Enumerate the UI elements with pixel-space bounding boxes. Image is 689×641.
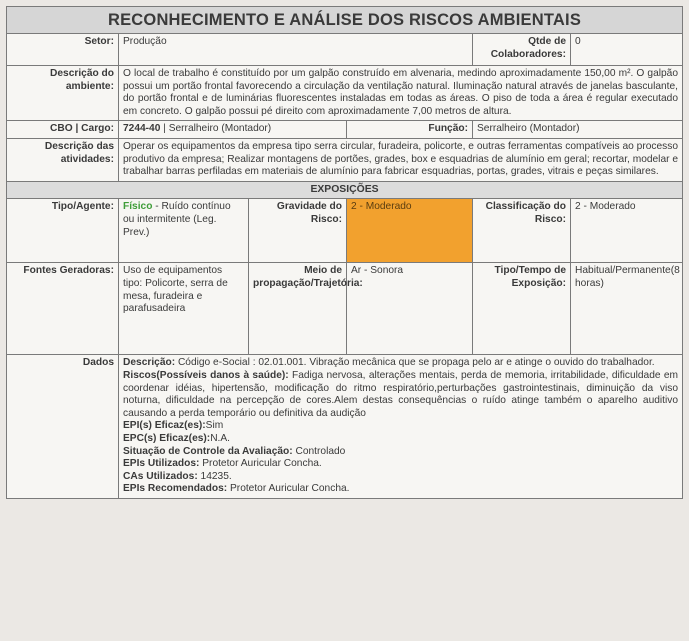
- situacao-label: Situação de Controle da Avaliação:: [123, 445, 293, 457]
- dados-situacao: [123, 446, 678, 459]
- epi-eficaz-value: Sim: [205, 420, 224, 432]
- dados-epis-recomendados: [123, 483, 678, 496]
- fontes-label: Fontes Geradoras:: [7, 263, 119, 355]
- tipo-agente-value: [119, 199, 249, 263]
- risk-form-table: [6, 6, 683, 499]
- fisico-tag: Físico: [123, 201, 153, 213]
- fontes-value: Uso de equipamentos tipo: Policorte, serra de mesa, furadeira e parafusadeira: [119, 263, 249, 355]
- meio-label: Meio de propagação/Trajetória:: [249, 263, 347, 355]
- gravidade-value: 2 - Moderado: [347, 199, 473, 263]
- dados-cas: [123, 471, 678, 484]
- cbo-label: CBO | Cargo:: [7, 121, 119, 139]
- cbo-separator: |: [160, 123, 169, 135]
- tipo-agente-label: Tipo/Agente:: [7, 199, 119, 263]
- cbo-value: [119, 121, 347, 139]
- epc-eficaz-value: N.A.: [210, 432, 231, 444]
- tempo-label: Tipo/Tempo de Exposição:: [473, 263, 571, 355]
- cbo-cargo: Serralheiro (Montador): [168, 123, 272, 135]
- situacao-value: Controlado: [292, 445, 346, 457]
- atividades-value: Operar os equipamentos da empresa tipo serra circular, furadeira, policorte, e outras ferramentas compatíveis ao processo produtivo da empresa; Realizar montagens de portões, grades, box e esquadrias de alumínio em geral; recortar, modelar e trabalhar barras perfiladas em materiais de alumínio para fabricar esquadrias, portas, grades, vitrais e peças similares.: [119, 138, 683, 181]
- dados-epis-utilizados: [123, 458, 678, 471]
- dados-label: Dados: [7, 355, 119, 499]
- dados-content: [119, 355, 683, 499]
- setor-value: Produção: [119, 34, 473, 66]
- qtde-label: Qtde de Colaboradores:: [473, 34, 571, 66]
- tempo-value: Habitual/Permanente(8 horas): [571, 263, 683, 355]
- ambiente-value: O local de trabalho é constituído por um galpão construído em alvenaria, medindo aproximadamente 150,00 m². O galpão possui um portão frontal favorecendo a circulação da ventilação natural. Iluminação natural através de janelas basculante, do portão frontal e de luminárias fluorescentes instaladas em todas as áreas. O piso de toda a área é regular executado em concreto. O galpão possui pé direito com aproximadamente 7,00 metros de altura.: [119, 66, 683, 121]
- funcao-label: Função:: [347, 121, 473, 139]
- gravidade-label: Gravidade do Risco:: [249, 199, 347, 263]
- ambiente-label: Descrição do ambiente:: [7, 66, 119, 121]
- atividades-label: Descrição das atividades:: [7, 138, 119, 181]
- dados-epc-eficaz: [123, 433, 678, 446]
- descricao-label: Descrição:: [123, 357, 176, 369]
- exposicoes-header: EXPOSIÇÕES: [7, 181, 683, 199]
- tipo-agente-text: - Ruído contínuo ou intermitente (Leg. Prev.): [123, 201, 231, 238]
- meio-value: Ar - Sonora: [347, 263, 473, 355]
- descricao-value: Código e-Social : 02.01.001. Vibração mecânica que se propaga pelo ar e atinge o ouvido do trabalhador.: [175, 357, 655, 369]
- epis-utilizados-value: Protetor Auricular Concha.: [199, 458, 322, 470]
- riscos-label: Riscos(Possíveis danos à saúde):: [123, 369, 289, 381]
- cbo-code: 7244-40: [123, 123, 161, 135]
- dados-riscos: [123, 370, 678, 420]
- epis-utilizados-label: EPIs Utilizados:: [123, 458, 200, 470]
- epis-recomendados-value: Protetor Auricular Concha.: [227, 483, 350, 495]
- dados-descricao: [123, 357, 678, 370]
- epi-eficaz-label: EPI(s) Eficaz(es):: [123, 420, 206, 432]
- dados-epi-eficaz: [123, 420, 678, 433]
- risk-form-sheet: [6, 6, 682, 499]
- page-title: RECONHECIMENTO E ANÁLISE DOS RISCOS AMBIENTAIS: [7, 7, 683, 34]
- classificacao-value: 2 - Moderado: [571, 199, 683, 263]
- cas-value: 14235.: [197, 470, 232, 482]
- classificacao-label: Classificação do Risco:: [473, 199, 571, 263]
- qtde-value: 0: [571, 34, 683, 66]
- setor-label: Setor:: [7, 34, 119, 66]
- funcao-value: Serralheiro (Montador): [473, 121, 683, 139]
- epis-recomendados-label: EPIs Recomendados:: [123, 483, 228, 495]
- cas-label: CAs Utilizados:: [123, 470, 198, 482]
- riscos-value: Fadiga nervosa, alterações mentais, perda de memoria, irritabilidade, dificuldade em coordenar idéias, hipertensão, modificação do ritmo respiratório,perturbações gastrointestinais, diminuição da viso noturna, dificuldade na percepção de cores.Alem destas consequências o ruído atinge também o aparelho auditivo causando a perda temporário ou definitiva da audição: [123, 369, 679, 419]
- epc-eficaz-label: EPC(s) Eficaz(es):: [123, 432, 211, 444]
